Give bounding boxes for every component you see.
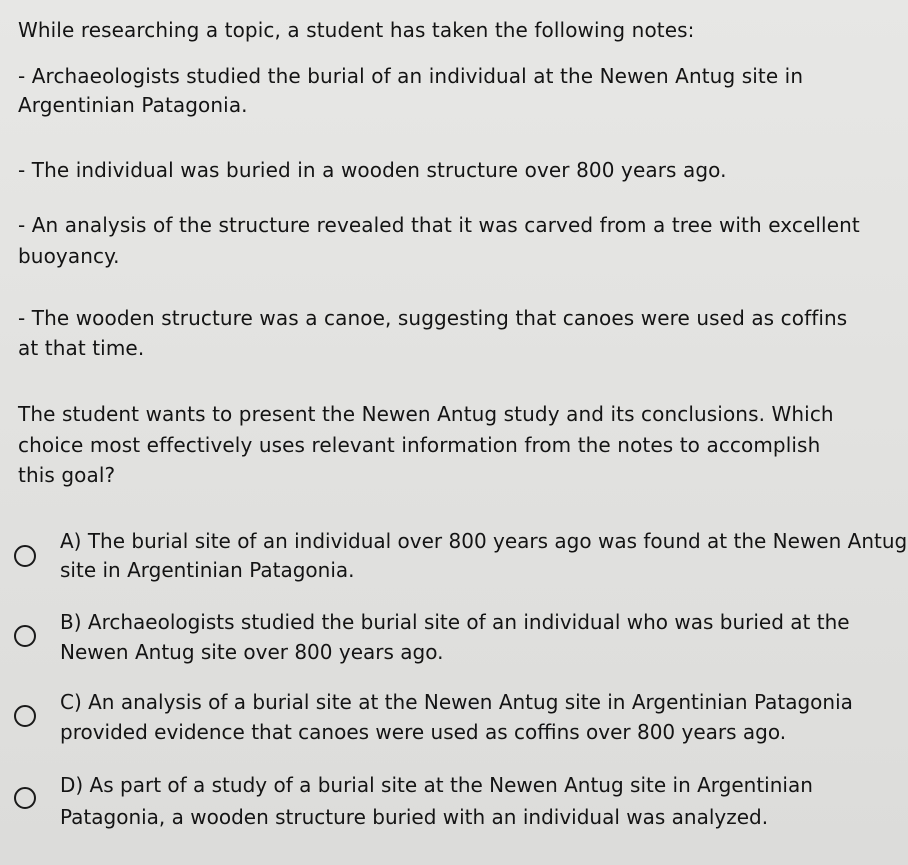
question-line-2: choice most effectively uses relevant information from the notes to accomplish	[18, 433, 821, 457]
choice-c-radio[interactable]	[14, 705, 36, 727]
choice-a-line-2: site in Argentinian Patagonia.	[60, 558, 355, 582]
choice-b-radio[interactable]	[14, 625, 36, 647]
notes-intro: While researching a topic, a student has taken the following notes:	[18, 18, 695, 42]
choice-c-line-2: provided evidence that canoes were used as coffins over 800 years ago.	[60, 720, 787, 744]
choice-d-line-1: D) As part of a study of a burial site at the Newen Antug site in Argentinian	[60, 773, 813, 797]
note-1-line-2: Argentinian Patagonia.	[18, 93, 248, 117]
question-line-3: this goal?	[18, 463, 116, 487]
note-4-line-1: - The wooden structure was a canoe, suggesting that canoes were used as coffins	[18, 306, 848, 330]
note-2: - The individual was buried in a wooden structure over 800 years ago.	[18, 158, 727, 182]
choice-a-radio[interactable]	[14, 545, 36, 567]
question-line-1: The student wants to present the Newen Antug study and its conclusions. Which	[18, 402, 834, 426]
choice-b-line-1: B) Archaeologists studied the burial site of an individual who was buried at the	[60, 610, 850, 634]
note-3-line-1: - An analysis of the structure revealed that it was carved from a tree with excellent	[18, 213, 860, 237]
note-3-line-2: buoyancy.	[18, 244, 120, 268]
choice-d-line-2: Patagonia, a wooden structure buried with an individual was analyzed.	[60, 805, 769, 829]
choice-d-radio[interactable]	[14, 787, 36, 809]
note-1-line-1: - Archaeologists studied the burial of an individual at the Newen Antug site in	[18, 64, 804, 88]
choice-b-line-2: Newen Antug site over 800 years ago.	[60, 640, 444, 664]
choice-c-line-1: C) An analysis of a burial site at the Newen Antug site in Argentinian Patagonia	[60, 690, 853, 714]
note-4-line-2: at that time.	[18, 336, 145, 360]
choice-a-line-1: A) The burial site of an individual over 800 years ago was found at the Newen Antug	[60, 529, 908, 553]
